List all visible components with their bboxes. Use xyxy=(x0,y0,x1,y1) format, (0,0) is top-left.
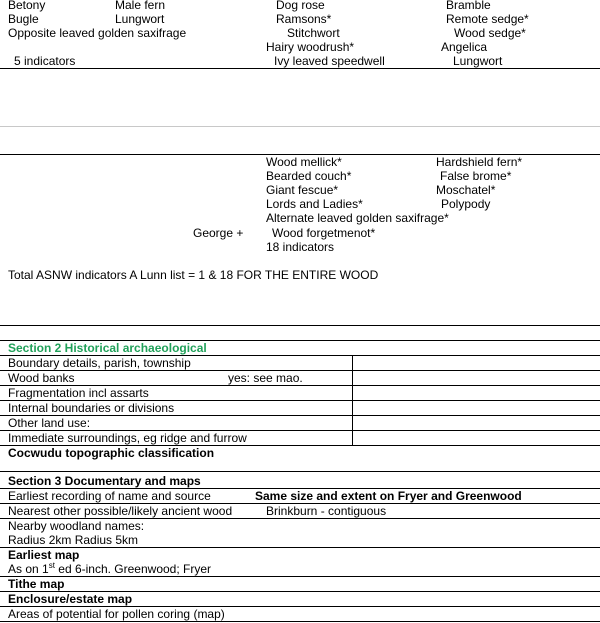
species-cell: False brome* xyxy=(440,169,512,183)
species-cell: Wood mellick* xyxy=(266,155,342,169)
radius-label: Radius 2km Radius 5km xyxy=(8,533,139,547)
table-border xyxy=(0,325,600,326)
row-label: Earliest recording of name and source xyxy=(8,489,211,503)
table-border xyxy=(0,576,600,577)
species-cell: Hardshield fern* xyxy=(436,155,523,169)
species-cell: Opposite leaved golden saxifrage xyxy=(8,26,187,40)
row-label: Boundary details, parish, township xyxy=(8,356,191,370)
tithe-map-label: Tithe map xyxy=(8,577,65,591)
species-cell: Ivy leaved speedwell xyxy=(274,54,385,68)
species-cell: Ramsons* xyxy=(276,12,332,26)
species-cell: Wood forgetmenot* xyxy=(272,226,376,240)
species-cell: Lungwort xyxy=(453,54,503,68)
species-cell: Dog rose xyxy=(276,0,325,12)
species-cell: Male fern xyxy=(115,0,166,12)
row-label: Immediate surroundings, eg ridge and furrow xyxy=(8,431,247,445)
species-cell: Betony xyxy=(8,0,46,12)
species-cell: Bramble xyxy=(446,0,491,12)
earliest-map-label: Earliest map xyxy=(8,548,80,562)
species-cell: Remote sedge* xyxy=(446,12,529,26)
pollen-coring-label: Areas of potential for pollen coring (map) xyxy=(8,607,225,621)
row-label: Fragmentation incl assarts xyxy=(8,386,149,400)
species-cell: Lords and Ladies* xyxy=(266,197,363,211)
species-cell: Bearded couch* xyxy=(266,169,352,183)
species-cell: Lungwort xyxy=(115,12,165,26)
indicator-count: 5 indicators xyxy=(14,54,76,68)
row-label: Nearby woodland names: xyxy=(8,519,145,533)
species-cell: Stitchwort xyxy=(287,26,340,40)
species-cell: Alternate leaved golden saxifrage* xyxy=(266,211,449,225)
table-border xyxy=(0,621,600,622)
total-indicators: Total ASNW indicators A Lunn list = 1 & 18 FOR THE ENTIRE WOOD xyxy=(8,268,379,282)
earliest-map-value: As on 1st ed 6-inch. Greenwood; Fryer xyxy=(8,561,212,576)
enclosure-map-label: Enclosure/estate map xyxy=(8,592,133,606)
row-label: Nearest other possible/likely ancient wood xyxy=(8,504,233,518)
species-cell: Giant fescue* xyxy=(266,183,339,197)
species-cell: Angelica xyxy=(441,40,488,54)
species-cell: Bugle xyxy=(8,12,39,26)
row-value: Same size and extent on Fryer and Greenwood xyxy=(255,489,522,503)
page-break-line xyxy=(0,126,600,127)
row-value: yes: see mao. xyxy=(228,371,303,385)
indicator-count: 18 indicators xyxy=(266,240,335,254)
species-cell: Wood sedge* xyxy=(454,26,526,40)
row-label: Other land use: xyxy=(8,416,91,430)
species-cell: Moschatel* xyxy=(436,183,496,197)
row-label: Wood banks xyxy=(8,371,75,385)
table-border xyxy=(0,471,600,472)
section-heading: Section 2 Historical archaeological xyxy=(8,341,207,355)
row-label: Internal boundaries or divisions xyxy=(8,401,175,415)
column-divider xyxy=(352,355,353,445)
table-border xyxy=(0,68,600,69)
row-value: Brinkburn - contiguous xyxy=(266,504,387,518)
species-cell: Polypody xyxy=(441,197,491,211)
surveyor-note: George + xyxy=(193,226,244,240)
section-heading: Section 3 Documentary and maps xyxy=(8,474,201,488)
table-border xyxy=(0,547,600,548)
cocwudu-classification: Cocwudu topographic classification xyxy=(8,446,215,460)
species-cell: Hairy woodrush* xyxy=(266,40,355,54)
